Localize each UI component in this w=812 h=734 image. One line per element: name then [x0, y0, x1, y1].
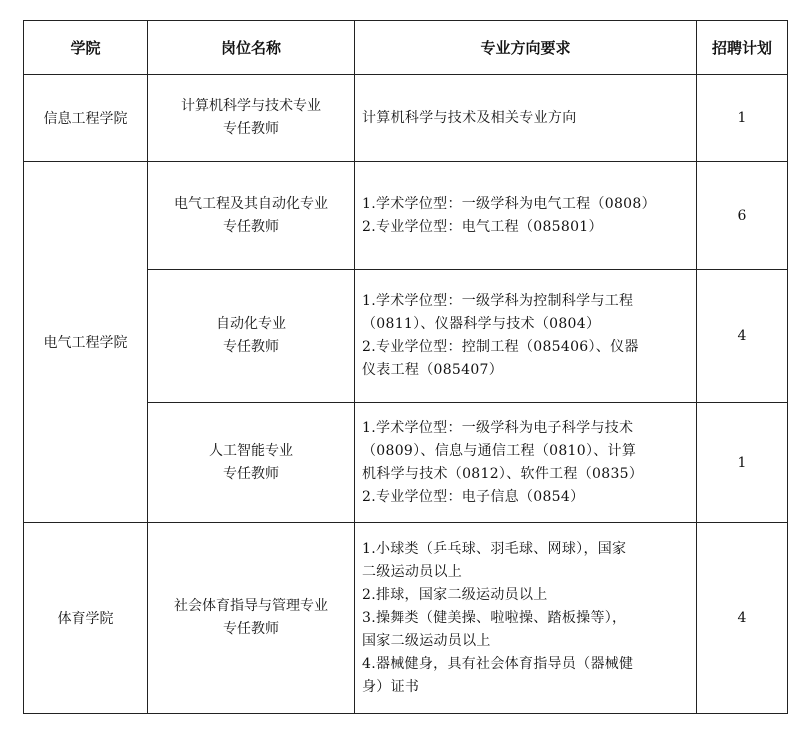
position-line: 计算机科学与技术专业 — [181, 98, 321, 114]
requirement-line: 1.学术学位型：一级学科为控制科学与工程 — [362, 293, 634, 309]
position-line: 社会体育指导与管理专业 — [174, 598, 328, 614]
recruitment-table — [23, 20, 788, 714]
plan-cell: 4 — [697, 270, 788, 403]
requirement-line: 1.学术学位型：一级学科为电气工程（0808） — [362, 195, 656, 212]
position-line: 专任教师 — [223, 621, 279, 637]
requirement-line: 2.专业学位型：电气工程（085801） — [362, 218, 603, 235]
position-cell — [148, 75, 355, 162]
header-requirement: 专业方向要求 — [355, 21, 697, 75]
position-line: 电气工程及其自动化专业 — [174, 195, 328, 212]
position-cell — [148, 523, 355, 714]
requirement-cell — [355, 162, 697, 270]
position-line: 专任教师 — [223, 339, 279, 355]
requirement-line: （0809）、信息与通信工程（0810）、计算 — [362, 442, 637, 459]
requirement-line: 计算机科学与技术及相关专业方向 — [362, 109, 577, 126]
requirement-line: 2.专业学位型：电子信息（0854） — [362, 488, 585, 505]
requirement-line: 身）证书 — [362, 678, 420, 695]
requirement-line: 二级运动员以上 — [362, 563, 463, 580]
plan-cell: 6 — [697, 162, 788, 270]
position-cell — [148, 403, 355, 523]
requirement-line: 4.器械健身，具有社会体育指导员（器械健 — [362, 655, 634, 672]
requirement-cell — [355, 523, 697, 714]
header-position: 岗位名称 — [148, 21, 355, 75]
plan-cell: 1 — [697, 75, 788, 162]
requirement-line: 3.操舞类（健美操、啦啦操、踏板操等）， — [362, 609, 627, 626]
table-row — [24, 523, 788, 714]
requirement-line: 1.学术学位型：一级学科为电子科学与技术 — [362, 419, 634, 436]
header-college: 学院 — [24, 21, 148, 75]
position-line: 专任教师 — [223, 121, 279, 137]
requirement-line: （0811）、仪器科学与技术（0804） — [362, 316, 601, 332]
position-line: 专任教师 — [223, 465, 279, 482]
table-row — [24, 75, 788, 162]
position-line: 专任教师 — [223, 218, 279, 235]
position-cell — [148, 270, 355, 403]
requirement-line: 机科学与技术（0812）、软件工程（0835） — [362, 465, 644, 482]
header-plan: 招聘计划 — [697, 21, 788, 75]
position-line: 自动化专业 — [216, 316, 286, 332]
plan-cell: 4 — [697, 523, 788, 714]
header-row — [24, 21, 788, 75]
position-line: 人工智能专业 — [209, 442, 293, 459]
college-cell: 信息工程学院 — [24, 75, 148, 162]
requirement-line: 1.小球类（乒乓球、羽毛球、网球），国家 — [362, 540, 627, 557]
college-cell: 电气工程学院 — [24, 162, 148, 523]
requirement-line: 2.专业学位型：控制工程（085406）、仪器 — [362, 339, 639, 355]
requirement-line: 2.排球，国家二级运动员以上 — [362, 586, 548, 603]
requirement-cell — [355, 403, 697, 523]
requirement-cell — [355, 270, 697, 403]
requirement-line: 国家二级运动员以上 — [362, 632, 491, 649]
position-cell — [148, 162, 355, 270]
table-row — [24, 162, 788, 270]
plan-cell: 1 — [697, 403, 788, 523]
requirement-line: 仪表工程（085407） — [362, 362, 504, 378]
college-cell: 体育学院 — [24, 523, 148, 714]
requirement-cell — [355, 75, 697, 162]
